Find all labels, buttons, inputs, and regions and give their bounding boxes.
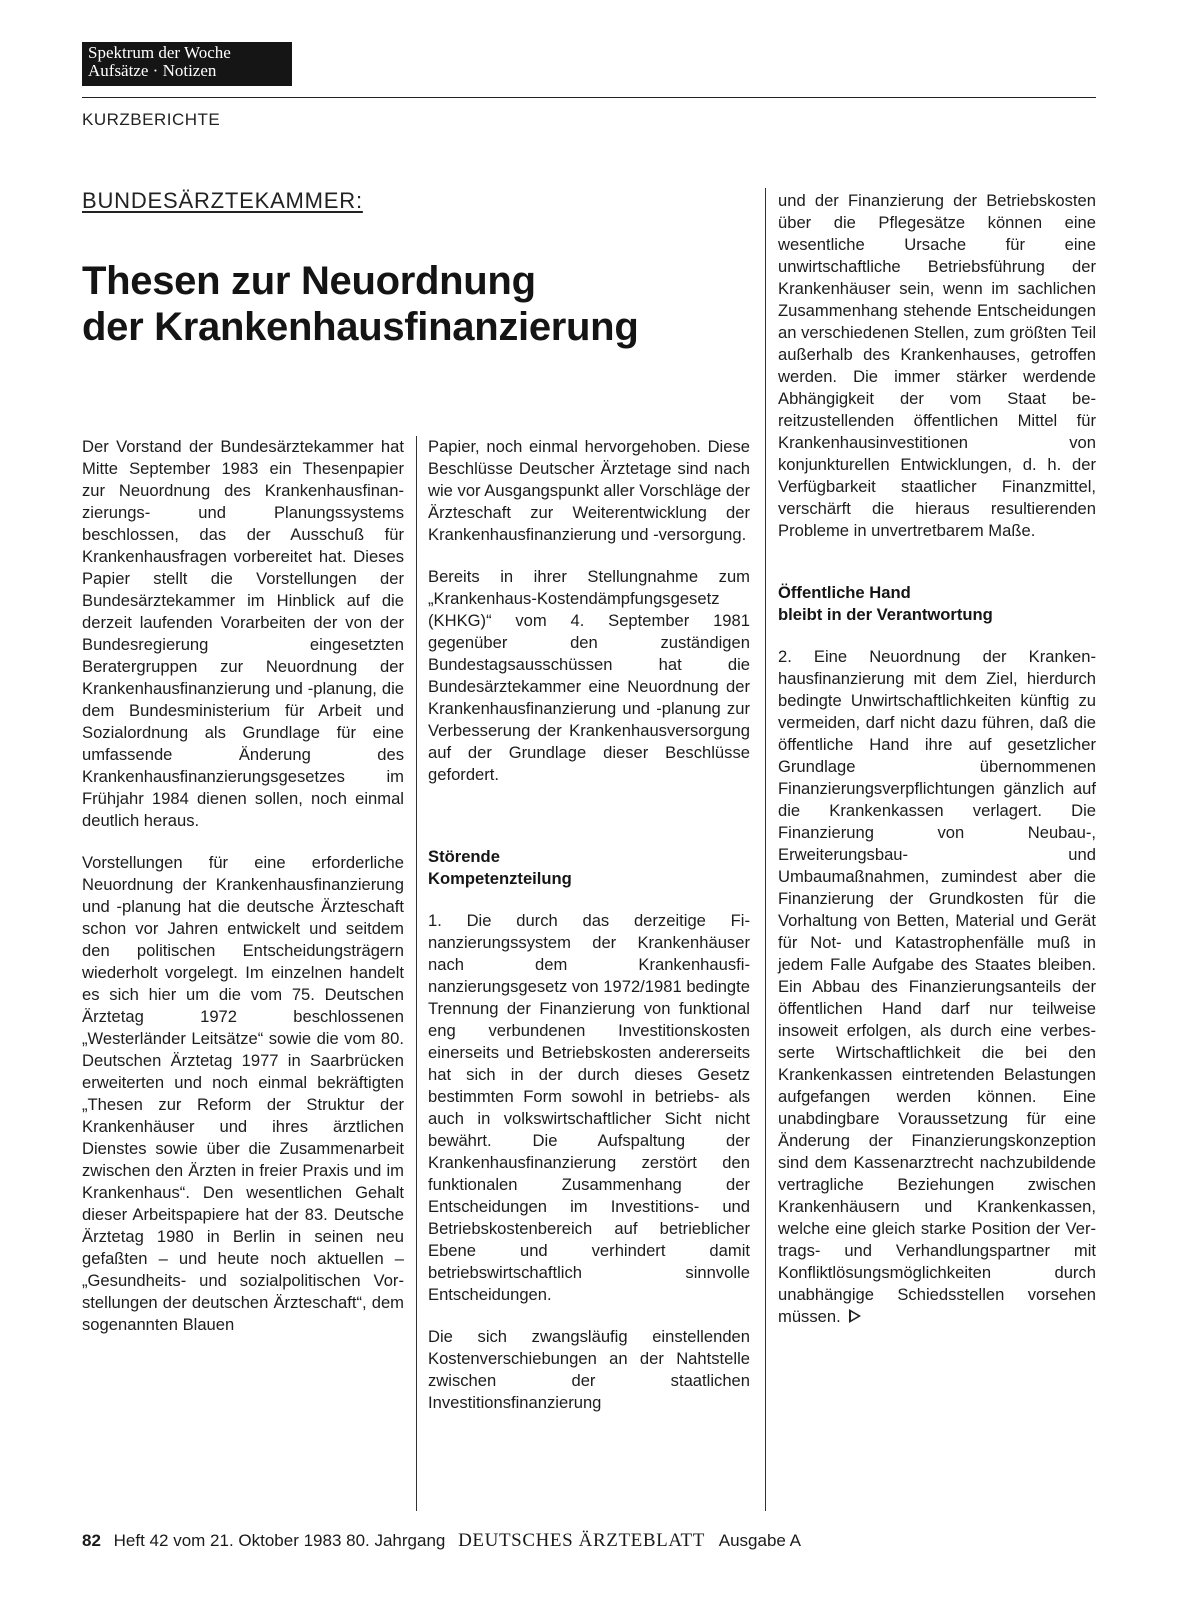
continue-arrow-icon [849,1309,861,1323]
paragraph: Der Vorstand der Bundesärztekammer hat Mitte September 1983 ein Thesenpapier zur Neuordnung des Krankenhausfinanzierungs- und Planungssystems beschlossen, das der Ausschuß für Krankenhausfragen vorbereitet hat. Dieses Papier stellt die Vorstellungen der Bundesärztekammer im Hinblick auf die derzeit laufenden Vorarbeiten der von der Bundesregierung eingesetzten Beratergruppen zur Neuordnung der Krankenhausfinanzierung und -planung, die dem Bundesministerium für Arbeit und Sozialordnung als Grundlage für eine umfassende Änderung des Krankenhausfinanzierungsgesetzes im Frühjahr 1984 dienen sollen, noch einmal deutlich heraus. [82,437,404,830]
text-column-3 [778,190,1096,1328]
masthead-line-2: Aufsätze · Notizen [88,61,217,80]
column-rule-1 [416,436,417,1511]
paragraph [778,646,1096,1328]
subheading-kompetenzteilung [428,846,750,890]
subheading-oeffentliche-hand [778,582,1096,626]
subheading-line-1: Öffentliche Hand [778,583,911,602]
article-kicker: BUNDESÄRZTEKAMMER: [82,188,363,213]
subheading-line-1: Störende [428,847,500,866]
column-rule-2 [765,188,766,1511]
paragraph: Bereits in ihrer Stellungnahme zum „Krankenhaus-Kostendämpfungsgesetz (KHKG)“ vom 4. September 1981 gegenüber den zuständigen Bundestagsausschüssen hat die Bundesärztekammer eine Neuordnung der Krankenhausfinanzierung und -planung zur Verbesserung der Krankenhausversorgung auf der Grundlage dieser Beschlüsse gefordert. [428,567,750,784]
headline-line-1: Thesen zur Neuordnung [82,259,536,303]
edition-label: Ausgabe A [718,1531,802,1550]
paragraph: 1. Die durch das derzeitige Finanzierungssystem der Krankenhäuser nach dem Krankenhausfinanzierungsgesetz von 1972/1981 bedingte Trennung der Finanzierung von funktional eng verbundenen Investitionskosten einerseits und Betriebskosten andererseits hat sich in der durch dieses Gesetz bestimmten Form sowohl in betriebs- als auch in volkswirtschaftlicher Sicht nicht bewährt. Die Aufspaltung der Krankenhausfinanzierung zerstört den funktionalen Zusammenhang der Entscheidungen im Investitions- und Betriebskostenbereich auf betrieblicher Ebene und verhindert damit betriebswirtschaftlich sinnvolle Entscheidungen. [428,911,750,1304]
masthead-line-1: Spektrum der Woche [88,43,231,62]
subheading-line-2: bleibt in der Verantwortung [778,605,993,624]
article-headline [82,258,712,350]
paragraph: Vorstellungen für eine erforderliche Neuordnung der Krankenhausfinanzierung und -planung hat die deutsche Ärzteschaft schon vor Jahren entwickelt und seitdem den politischen Entscheidungsträgern wiederholt vorgelegt. Im einzelnen handelt es sich hier um die vom 75. Deutschen Ärztetag 1972 beschlossenen „Westerländer Leitsätze“ sowie die vom 80. Deutschen Ärztetag 1977 in Saarbrücken erweiterten und noch einmal bekräftigten „Thesen zur Reform der Struktur der Krankenhäuser und ihres ärztlichen Dienstes sowie über die Zusammenarbeit zwischen den Ärzten in freier Praxis und im Krankenhaus“. Den wesentlichen Gehalt dieser Arbeitspapiere hat der 83. Deutsche Ärztetag 1980 in Berlin in seinen neu gefaßten – und heute noch aktuellen – „Gesundheits- und sozialpolitischen Vorstellungen der deutschen Ärzteschaft“, dem sogenannten Blauen [82,853,404,1334]
page-footer [82,1530,801,1552]
section-label: KURZBERICHTE [82,110,221,129]
header-rule [82,97,1096,98]
paragraph: und der Finanzierung der Betriebskosten über die Pflegesätze können eine wesentliche Ursache für eine unwirtschaftliche Betriebsführung der Krankenhäuser sein, wenn im sachlichen Zusammenhang stehende Entscheidungen an verschiedenen Stellen, zum größten Teil außerhalb des Krankenhauses, getroffen werden. Die immer stärker werdende Abhängigkeit der vom Staat bereitzustellenden öffentlichen Mittel für Krankenhausinvestitionen von konjunkturellen Entwicklungen, d. h. der Verfügbarkeit staatlicher Finanzmittel, verschärft die hieraus resultierenden Probleme in unvertretbarem Maße. [778,191,1096,540]
paragraph-text: 2. Eine Neuordnung der Krankenhausfinanzierung mit dem Ziel, hierdurch bedingte Unwirtschaftlichkeiten künftig zu vermeiden, darf nicht dazu führen, daß die öffentliche Hand ihre auf gesetzlicher Grundlage übernommenen Finanzierungsverpflichtungen gänzlich auf die Krankenkassen verlagert. Die Finanzierung von Neubau-, Erweiterungsbau- und Umbaumaßnahmen, zumindest aber die Finanzierung der Grundkosten für die Vorhaltung von Betten, Material und Gerät für Not- und Katastrophenfälle muß in jedem Falle Aufgabe des Staates bleiben. Ein Abbau des Finanzierungsanteils der öffentlichen Hand darf nur teilweise insoweit erfolgen, als durch eine verbesserte Wirtschaftlichkeit die bei den Krankenkassen eintretenden Belastungen aufgefangen werden können. Eine unabdingbare Voraussetzung für eine Änderung der Finanzierungskonzeption sind dem Kassenarztrecht nachzubildende vertragliche Beziehungen zwischen Krankenhäusern und Krankenkassen, welche eine gleich starke Position der Vertrags- und Verhandlungspartner mit Konfliktlösungsmöglichkeiten durch unabhängige Schiedsstellen vorsehen müssen. [778,647,1096,1326]
journal-name: DEUTSCHES ÄRZTEBLATT [458,1530,705,1551]
paragraph: Papier, noch einmal hervorgehoben. Diese Beschlüsse Deutscher Ärztetage sind nach wie vor Ausgangspunkt aller Vorschläge der Ärzteschaft zur Weiterentwicklung der Krankenhausfinanzierung und -versorgung. [428,437,750,544]
subheading-line-2: Kompetenzteilung [428,869,572,888]
text-column-2 [428,436,750,1414]
paragraph: Die sich zwangsläufig einstellenden Kostenverschiebungen an der Nahtstelle zwischen der staatlichen Investitionsfinanzierung [428,1327,750,1412]
spacer [428,806,750,822]
page-number: 82 [82,1531,101,1550]
issue-info: Heft 42 vom 21. Oktober 1983 80. Jahrgang [113,1531,446,1550]
spacer [778,562,1096,572]
headline-line-2: der Krankenhausfinanzierung [82,305,639,349]
text-column-1 [82,436,404,1336]
masthead-badge [82,42,292,86]
